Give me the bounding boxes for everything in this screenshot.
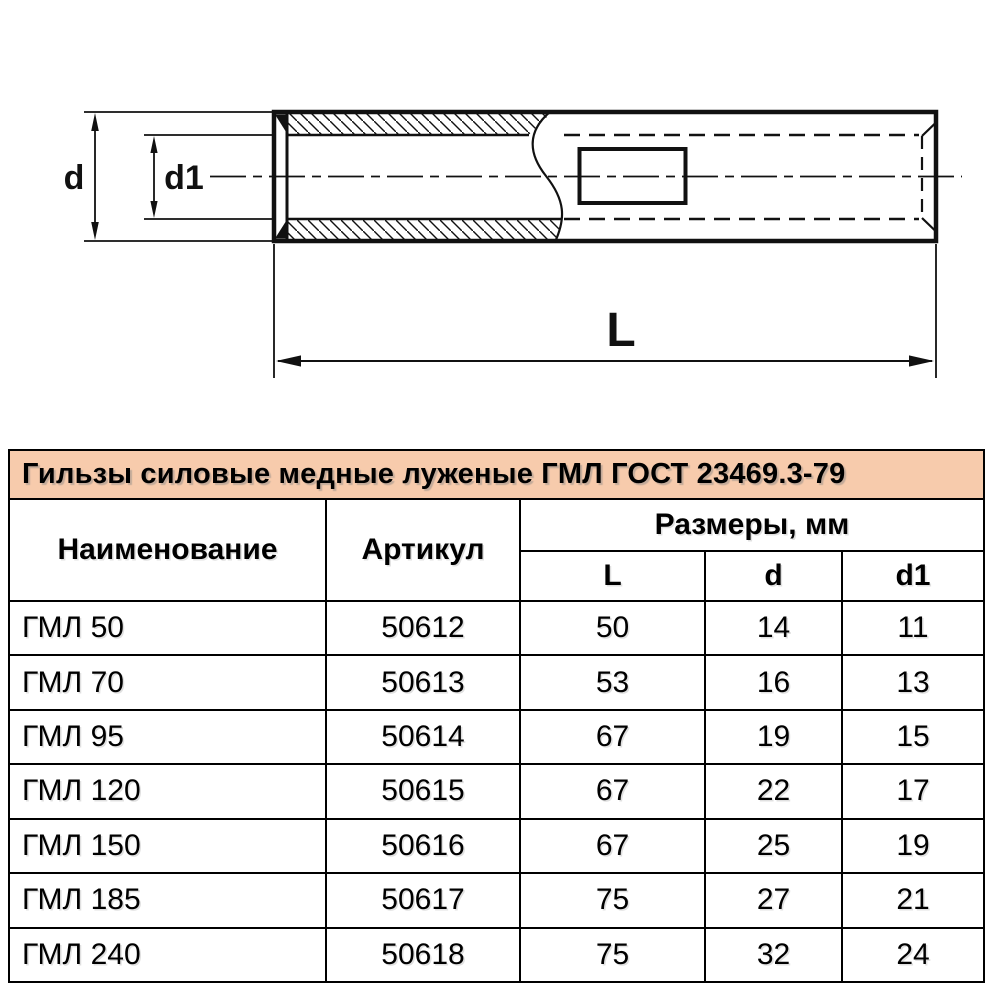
- cell-L: 53: [519, 654, 704, 708]
- cell-d1: 11: [841, 600, 983, 654]
- cell-sku: 50613: [325, 654, 519, 708]
- header-sku: Артикул: [325, 498, 519, 600]
- cell-d: 19: [704, 709, 841, 763]
- cell-d1: 17: [841, 763, 983, 817]
- cell-d: 25: [704, 818, 841, 872]
- cell-L: 67: [519, 818, 704, 872]
- dimension-label-d: d: [63, 159, 85, 197]
- cell-d: 32: [704, 927, 841, 981]
- cell-d1: 13: [841, 654, 983, 708]
- cell-name: ГМЛ 185: [10, 872, 325, 926]
- sleeve-drawing-svg: [0, 0, 1000, 445]
- sleeve-technical-drawing: [0, 0, 1000, 445]
- cell-d: 27: [704, 872, 841, 926]
- cell-L: 75: [519, 872, 704, 926]
- header-sizes-group: Размеры, мм: [519, 498, 983, 550]
- cell-sku: 50615: [325, 763, 519, 817]
- cell-name: ГМЛ 150: [10, 818, 325, 872]
- product-spec-table: [8, 449, 985, 983]
- cell-name: ГМЛ 95: [10, 709, 325, 763]
- hatch-bottom-wall: [288, 220, 561, 240]
- cell-sku: 50616: [325, 818, 519, 872]
- hatch-top-wall: [288, 114, 550, 135]
- header-name: Наименование: [10, 498, 325, 600]
- cell-d1: 21: [841, 872, 983, 926]
- cell-L: 75: [519, 927, 704, 981]
- cell-d: 22: [704, 763, 841, 817]
- header-d: d: [704, 550, 841, 600]
- cell-L: 67: [519, 763, 704, 817]
- cell-d1: 15: [841, 709, 983, 763]
- cell-sku: 50614: [325, 709, 519, 763]
- cell-name: ГМЛ 240: [10, 927, 325, 981]
- cell-sku: 50612: [325, 600, 519, 654]
- dimension-label-L: L: [606, 304, 636, 357]
- cell-L: 50: [519, 600, 704, 654]
- cell-L: 67: [519, 709, 704, 763]
- cell-d1: 19: [841, 818, 983, 872]
- cell-d: 16: [704, 654, 841, 708]
- table-title: Гильзы силовые медные луженые ГМЛ ГОСТ 23469.3-79: [10, 451, 983, 498]
- cell-name: ГМЛ 120: [10, 763, 325, 817]
- cell-d: 14: [704, 600, 841, 654]
- header-d1: d1: [841, 550, 983, 600]
- header-L: L: [519, 550, 704, 600]
- cell-sku: 50618: [325, 927, 519, 981]
- cell-name: ГМЛ 70: [10, 654, 325, 708]
- cell-d1: 24: [841, 927, 983, 981]
- cell-name: ГМЛ 50: [10, 600, 325, 654]
- cell-sku: 50617: [325, 872, 519, 926]
- dimension-label-d1: d1: [164, 159, 204, 197]
